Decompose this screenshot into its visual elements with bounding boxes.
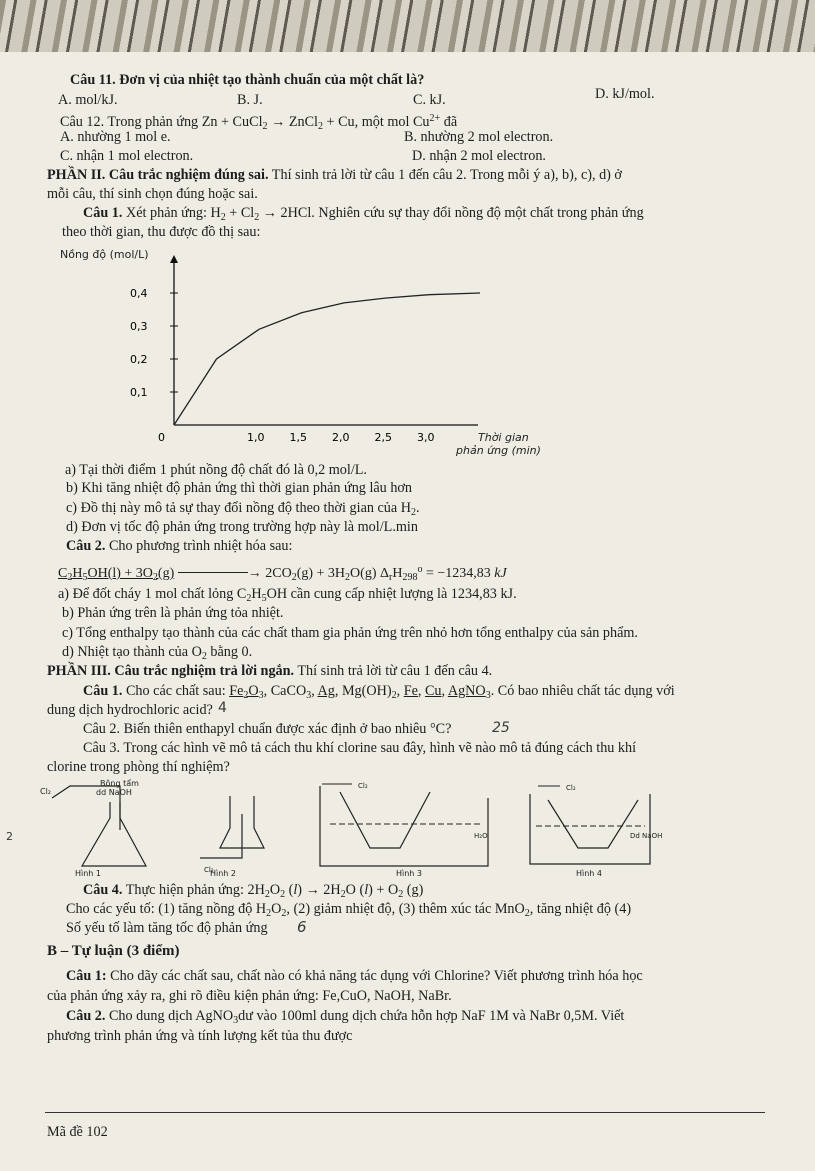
partB-c1: Câu 1: Cho dãy các chất sau, chất nào có khả năng tác dụng với Chlorine? Viết phương trình hóa học xyxy=(66,968,643,984)
x-tick-label: 1,0 xyxy=(247,431,265,444)
p2-c2-c[interactable]: c) Tổng enthalpy tạo thành của các chất tham gia phản ứng trên nhỏ hơn tổng enthalpy của sản phẩm. xyxy=(62,625,638,641)
p2-c1-a[interactable]: a) Tại thời điểm 1 phút nồng độ chất đó là 0,2 mol/L. xyxy=(65,462,367,478)
p3-c3: Câu 3. Trong các hình vẽ mô tả cách thu khí clorine sau đây, hình vẽ nào mô tả đúng cách thu khí xyxy=(83,740,637,756)
thermo-equation: $C_2H_5OH(l) + 3O_2(g) \to 2CO_2(g) + 3H_2O(g) \Delta_rH_{298}^o = -1234,83$ kJ xyxy=(58,564,507,583)
p3-c1-cont: dung dịch hydrochloric acid? xyxy=(47,702,213,718)
fig2-caption: Hình 2 xyxy=(210,869,237,878)
fig3-caption: Hình 3 xyxy=(396,869,423,878)
chart-xlabel-2: phản ứng (min) xyxy=(456,444,541,457)
y-tick-label: 0,2 xyxy=(130,353,148,366)
part2-desc: mỗi câu, thí sinh chọn đúng hoặc sai. xyxy=(47,186,258,202)
p2-c1-c[interactable]: c) Đồ thị này mô tả sự thay đổi nồng độ theo thời gian của $H_2$. xyxy=(66,500,420,518)
q12-option-b[interactable]: B. nhường 2 mol electron. xyxy=(404,129,554,145)
part2-heading: PHẦN II. Câu trắc nghiệm đúng sai. Thí sinh trả lời từ câu 1 đến câu 2. Trong mỗi ý a), b), c), d) ở xyxy=(47,167,622,183)
x-tick-label: 0 xyxy=(158,431,165,444)
y-axis-arrow xyxy=(170,255,178,263)
p2-c1-b[interactable]: b) Khi tăng nhiệt độ phản ứng thì thời gian phản ứng lâu hơn xyxy=(66,480,413,496)
q11-option-c[interactable]: C. kJ. xyxy=(413,92,446,108)
q11-stem: Câu 11. Đơn vị của nhiệt tạo thành chuẩn của một chất là? xyxy=(70,72,425,88)
q12-option-a[interactable]: A. nhường 1 mol e. xyxy=(60,129,171,145)
partB-c1-cont: của phản ứng xảy ra, ghi rõ điều kiện phản ứng: Fe,CuO, NaOH, NaBr. xyxy=(47,988,452,1004)
partB-c2-cont: phương trình phản ứng và tính lượng kết tủa thu được xyxy=(47,1028,353,1044)
fig4-caption: Hình 4 xyxy=(576,869,603,878)
fig4-trough xyxy=(530,794,650,864)
handwritten-answer-4: 6 xyxy=(297,918,307,936)
y-tick-label: 0,3 xyxy=(130,320,148,333)
handwritten-answer-1: 4 xyxy=(218,700,227,716)
exam-code: Mã đề 102 xyxy=(47,1124,108,1140)
figure-2[interactable] xyxy=(200,796,264,878)
figure-1[interactable] xyxy=(40,778,146,878)
y-tick-label: 0,4 xyxy=(130,287,148,300)
q11-option-b[interactable]: B. J. xyxy=(237,92,263,108)
y-tick-label: 0,1 xyxy=(130,386,148,399)
fig3-funnel xyxy=(340,792,430,848)
part3-heading: PHẦN III. Câu trắc nghiệm trả lời ngắn. Thí sinh trả lời từ câu 1 đến câu 4. xyxy=(47,663,493,679)
chart-xlabel: Thời gian xyxy=(478,431,529,444)
p2-c1-d[interactable]: d) Đơn vị tốc độ phản ứng trong trường hợp này là mol/L.min xyxy=(66,519,418,535)
footer-rule xyxy=(45,1112,765,1113)
p3-c1: Câu 1. Cho các chất sau: $Fe_2O_3$, CaCO$_3$, Ag, $Mg(OH)_2$, Fe, Cu, AgNO$_3$. Có bao nhiêu chất tác dụng với xyxy=(83,683,675,701)
fig4-cl2: Cl₂ xyxy=(566,784,576,792)
q12-stem: Câu 12. Trong phản ứng Zn + CuCl$_2$ → ZnCl$_2$ + Cu, một mol $Cu^{2+}$ đã xyxy=(60,113,458,132)
q12-option-d[interactable]: D. nhận 2 mol electron. xyxy=(412,148,546,164)
fig3-cl2: Cl₂ xyxy=(358,782,368,790)
p3-c4-factors: Cho các yếu tố: (1) tăng nồng độ $H_2O_2$, (2) giảm nhiệt độ, (3) thêm xúc tác MnO$_2$, tăng nhiệt độ (4) xyxy=(66,901,632,919)
fig4-liquid-label: Dd NaOH xyxy=(630,832,663,840)
x-tick-label: 1,5 xyxy=(289,431,307,444)
p2-c2-d[interactable]: d) Nhiệt tạo thành của $O_2$ bằng 0. xyxy=(62,644,253,662)
handwritten-answer-2: 25 xyxy=(492,720,510,736)
fig1-label-2: dd NaOH xyxy=(96,788,132,797)
fig3-h2o: H₂O xyxy=(474,832,488,840)
chart-ylabel: Nồng độ (mol/L) xyxy=(60,248,149,261)
concentration-chart xyxy=(58,245,578,460)
fig1-caption: Hình 1 xyxy=(75,869,102,878)
figure-3[interactable] xyxy=(320,782,488,878)
background-strip xyxy=(0,0,815,58)
fig2-cl2: Cl₂ xyxy=(204,866,214,874)
x-tick-label: 3,0 xyxy=(417,431,435,444)
concentration-curve xyxy=(174,293,480,425)
q11-option-a[interactable]: A. mol/kJ. xyxy=(58,92,118,108)
partB-heading: B – Tự luận (3 điểm) xyxy=(47,943,180,959)
handwritten-mark: 2 xyxy=(6,830,13,843)
p3-c2: Câu 2. Biến thiên enthapyl chuẩn được xác định ở bao nhiêu °C? xyxy=(83,721,452,737)
chlorine-figures xyxy=(0,778,815,878)
p3-c3-cont: clorine trong phòng thí nghiệm? xyxy=(47,759,230,775)
fig1-flask xyxy=(82,802,146,866)
p2-c1-intro3: theo thời gian, thu được đồ thị sau: xyxy=(62,224,261,240)
fig1-cl2: Cl₂ xyxy=(40,787,52,796)
x-tick-label: 2,0 xyxy=(332,431,350,444)
figure-4[interactable] xyxy=(530,784,662,878)
fig4-funnel xyxy=(548,800,638,848)
p2-c2-a[interactable]: a) Để đốt cháy 1 mol chất lỏng $C_2H_5OH$ cần cung cấp nhiệt lượng là 1234,83 kJ. xyxy=(58,586,517,604)
p3-c4: Câu 4. Thực hiện phản ứng: $2H_2O_2$ $(l) \to 2H_2O$ $(l) + O_2$ (g) xyxy=(83,882,424,900)
p2-c2-intro: Câu 2. Cho phương trình nhiệt hóa sau: xyxy=(66,538,293,554)
x-tick-label: 2,5 xyxy=(374,431,392,444)
p3-c4-question: Số yếu tố làm tăng tốc độ phản ứng xyxy=(66,920,268,936)
fig2-tube xyxy=(200,814,242,858)
p2-c1-intro: Câu 1. Xét phản ứng: $H_2 + Cl_2 \to 2HCl$. Nghiên cứu sự thay đổi nồng độ một chất trong phản ứng xyxy=(83,205,644,223)
q11-option-d[interactable]: D. kJ/mol. xyxy=(595,86,655,102)
q12-option-c[interactable]: C. nhận 1 mol electron. xyxy=(60,148,194,164)
fig1-label: Bông tẩm xyxy=(100,779,139,788)
partB-c2: Câu 2. Cho dung dịch AgNO$_3$dư vào 100ml dung dịch chứa hỗn hợp NaF 1M và NaBr 0,5M. Viết xyxy=(66,1008,625,1026)
fig3-trough xyxy=(320,786,488,866)
p2-c2-b[interactable]: b) Phản ứng trên là phản ứng tỏa nhiệt. xyxy=(62,605,284,621)
